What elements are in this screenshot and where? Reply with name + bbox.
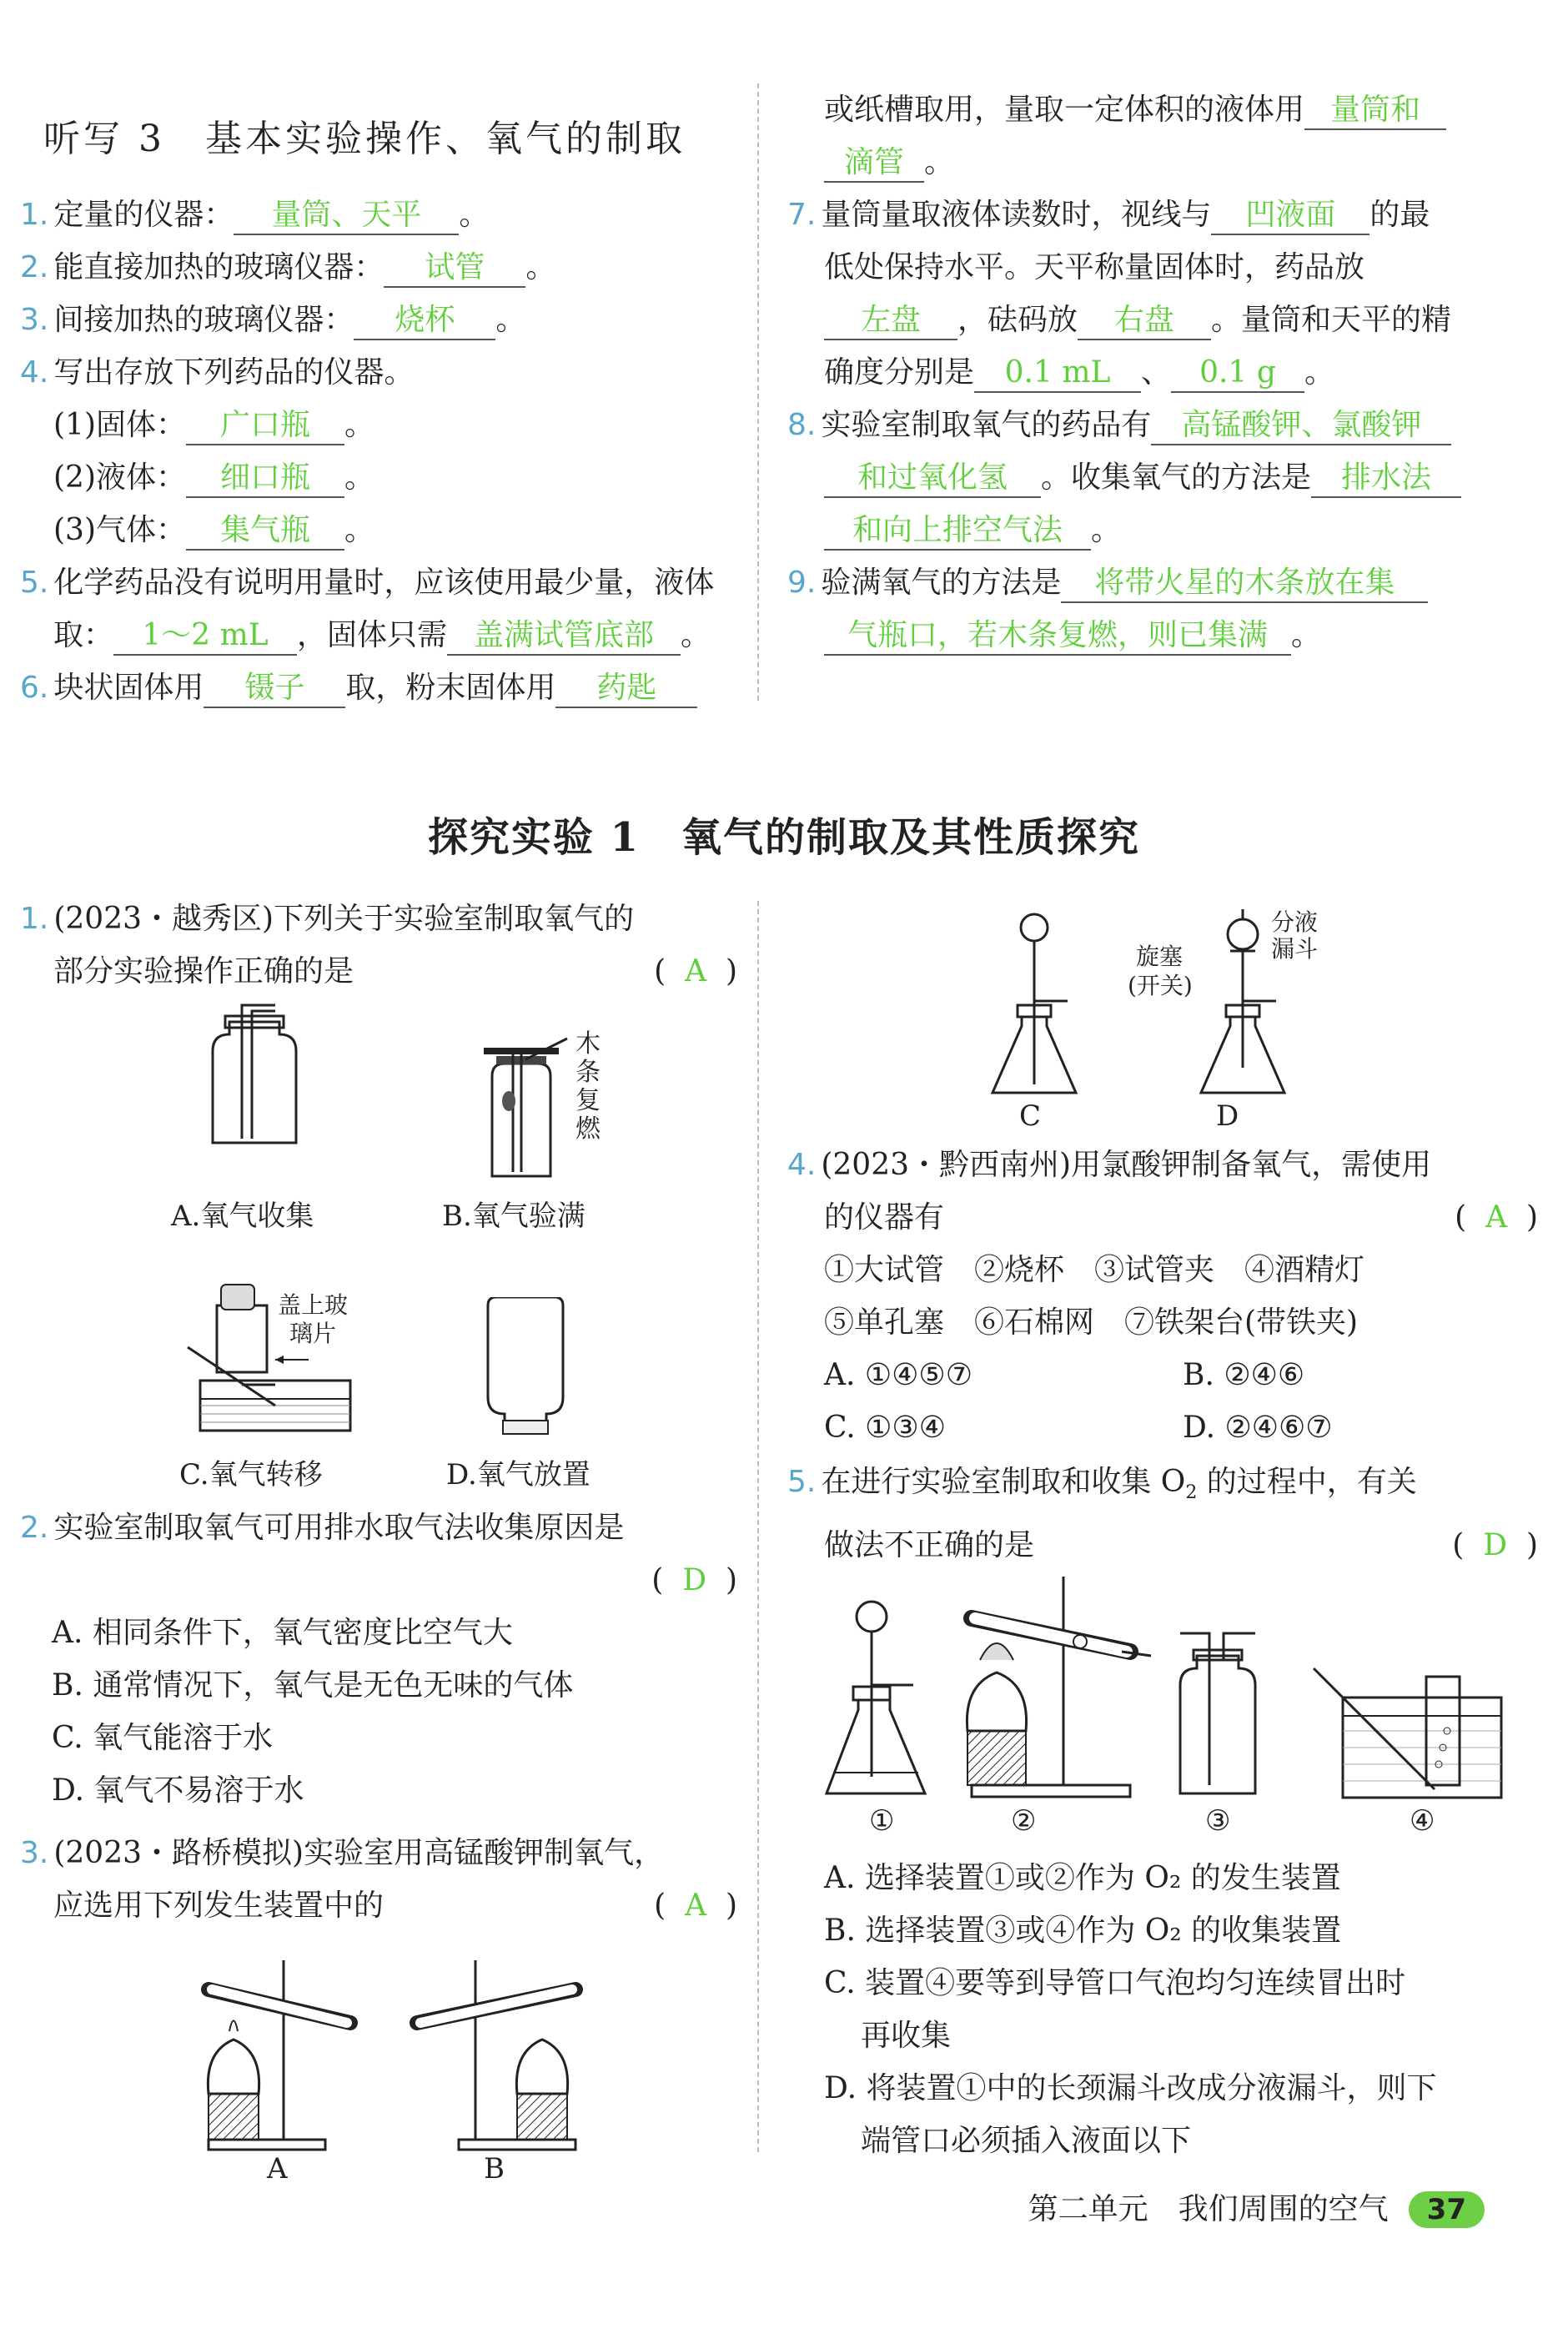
q3-figure-a <box>192 1944 375 2152</box>
q3-label-stopcock: 旋塞 <box>1136 943 1184 970</box>
dictation-right-column <box>787 83 1538 661</box>
q1-caption-a: A.氧气收集 <box>171 1200 314 1233</box>
page-footer <box>1028 2186 1485 2228</box>
q4-items-2: ⑤单孔塞 ⑥石棉网 ⑦铁架台(带铁夹) <box>824 1305 1359 1340</box>
q1-label-c: 盖上玻璃片 <box>277 1291 348 1347</box>
q1-caption-d: D.氧气放置 <box>446 1458 591 1491</box>
q1-caption-b: B.氧气验满 <box>442 1200 585 1233</box>
q3-answer-bracket: ( A ) <box>654 1889 737 1923</box>
dictation-item-8b: 和过氧化氢 。收集氧气的方法是 排水法 <box>787 451 1538 504</box>
q5-option-c-cont: 再收集 <box>861 2019 952 2053</box>
dictation-item-8: 8. 实验室制取氧气的药品有 高锰酸钾、氯酸钾 <box>787 399 1538 451</box>
dictation-item-6-cont: 或纸槽取用，量取一定体积的液体用 量筒和 <box>787 83 1538 136</box>
dictation-left-column <box>20 189 737 714</box>
q5-caption-1: ① <box>869 1804 895 1838</box>
q5-caption-4: ④ <box>1410 1804 1435 1838</box>
q3-caption-c: C <box>1019 1099 1042 1133</box>
footer-unit: 第二单元 我们周围的空气 <box>1028 2192 1389 2226</box>
q1-figure-b <box>467 1034 575 1185</box>
dictation-item-5b: 取： 1～2 mL ，固体只需 盖满试管底部 。 <box>20 609 737 661</box>
q2-option-c: C. 氧气能溶于水 <box>52 1721 274 1755</box>
q4-option-d: D. ②④⑥⑦ <box>1183 1411 1333 1445</box>
question-2: 2. 实验室制取氧气可用排水取气法收集原因是 ( D ) A. 相同条件下，氧气密度比空气大 B. 通常情况下，氧气是无色无味的气体 C. 氧气能溶于水 D. 氧气不易溶于水 <box>20 1501 737 1817</box>
q5-caption-2: ② <box>1011 1804 1037 1838</box>
dictation-item-6-cont2: 滴管 。 <box>787 136 1538 189</box>
q1-answer-bracket: ( A ) <box>654 954 737 988</box>
q2-option-b: B. 通常情况下，氧气是无色无味的气体 <box>52 1668 574 1703</box>
questions-divider <box>757 901 759 2152</box>
q3-figure-c <box>984 909 1084 1101</box>
dictation-title: 听写 3 基本实验操作、氧气的制取 <box>43 118 686 160</box>
dictation-item-7c: 左盘 ，砝码放 右盘 。量筒和天平的精 <box>787 294 1538 346</box>
q5-answer-bracket: ( D ) <box>1452 1528 1538 1563</box>
q4-option-b: B. ②④⑥ <box>1183 1358 1305 1392</box>
dictation-item-7: 7. 量筒量取液体读数时，视线与 凹液面 的最 <box>787 189 1538 241</box>
q3-label-switch: (开关) <box>1128 972 1193 999</box>
q5-figure-4 <box>1309 1664 1510 1806</box>
q3-caption-b: B <box>484 2152 505 2186</box>
q3-caption-d: D <box>1216 1099 1239 1133</box>
q5-option-b: B. 选择装置③或④作为 O₂ 的收集装置 <box>824 1914 1342 1948</box>
q2-option-d: D. 氧气不易溶于水 <box>52 1773 304 1808</box>
q3-figure-b <box>409 1944 609 2152</box>
dictation-item-3: 3. 间接加热的玻璃仪器： 烧杯 。 <box>20 294 737 346</box>
question-3: 3. (2023・路桥模拟)实验室用高锰酸钾制氧气， 应选用下列发生装置中的 ( A ) <box>20 1827 737 1932</box>
question-5-options <box>824 1852 1558 2167</box>
q5-figure-3 <box>1172 1627 1264 1802</box>
q5-option-d: D. 将装置①中的长颈漏斗改成分液漏斗，则下 <box>824 2071 1437 2105</box>
q5-caption-3: ③ <box>1205 1804 1231 1838</box>
dictation-divider <box>757 83 759 701</box>
q5-figure-1 <box>822 1593 930 1802</box>
dictation-item-5: 5. 化学药品没有说明用量时，应该使用最少量，液体 <box>20 566 715 600</box>
q1-caption-c: C.氧气转移 <box>179 1458 323 1491</box>
q5-option-a: A. 选择装置①或②作为 O₂ 的发生装置 <box>824 1861 1341 1895</box>
dictation-item-7b: 低处保持水平。天平称量固体时，药品放 <box>824 250 1365 284</box>
dictation-item-6: 6. 块状固体用 镊子 取，粉末固体用 药匙 <box>20 661 737 714</box>
dictation-item-9b: 气瓶口，若木条复燃，则已集满 。 <box>787 609 1538 661</box>
q4-items-1: ①大试管 ②烧杯 ③试管夹 ④酒精灯 <box>824 1253 1365 1287</box>
q1-label-b: 木条复燃 <box>575 1029 601 1144</box>
section-title: 探究实验 1 氧气的制取及其性质探究 <box>427 814 1141 861</box>
q5-figure-2 <box>955 1568 1155 1802</box>
page-number: 37 <box>1409 2191 1485 2228</box>
q4-answer-bracket: ( A ) <box>1455 1200 1538 1235</box>
dictation-item-4-2: (2)液体： 细口瓶 。 <box>20 451 737 504</box>
dictation-item-4-1: (1)固体： 广口瓶 。 <box>20 399 737 451</box>
q5-option-c: C. 装置④要等到导管口气泡均匀连续冒出时 <box>824 1966 1406 2000</box>
dictation-item-9: 9. 验满氧气的方法是 将带火星的木条放在集 <box>787 556 1538 609</box>
question-1: 1. (2023・越秀区)下列关于实验室制取氧气的 部分实验操作正确的是 ( A ) <box>20 893 737 998</box>
question-4: 4. (2023・黔西南州)用氯酸钾制备氧气，需使用 的仪器有 ( A ) ①大试管 ②烧杯 ③试管夹 ④酒精灯 ⑤单孔塞 ⑥石棉网 ⑦铁架台(带铁夹) A. ①④⑤⑦ B. ②④⑥ C. ①③④ D. ②④⑥⑦ <box>787 1139 1538 1454</box>
q1-figure-a <box>192 1001 317 1151</box>
dictation-item-7d: 确度分别是 0.1 mL 、 0.1 g 。 <box>787 346 1538 399</box>
question-5: 5. 在进行实验室制取和收集 $O_2$ 的过程中，有关 做法不正确的是 ( D ) <box>787 1456 1538 1572</box>
q3-label-funnel: 分液漏斗 <box>1271 908 1319 963</box>
q1-figure-d <box>480 1297 571 1439</box>
q4-option-a: A. ①④⑤⑦ <box>824 1358 972 1392</box>
dictation-item-4: 4. 写出存放下列药品的仪器。 <box>20 355 415 390</box>
q2-option-a: A. 相同条件下，氧气密度比空气大 <box>52 1616 513 1650</box>
q2-answer-bracket: ( D ) <box>651 1563 737 1597</box>
dictation-item-1: 1. 定量的仪器： 量筒、天平 。 <box>20 189 737 241</box>
dictation-item-4-3: (3)气体： 集气瓶 。 <box>20 504 737 556</box>
q4-option-c: C. ①③④ <box>824 1411 946 1445</box>
dictation-item-8c: 和向上排空气法 。 <box>787 504 1538 556</box>
q3-caption-a: A <box>267 2152 288 2186</box>
q5-option-d-cont: 端管口必须插入液面以下 <box>861 2124 1192 2158</box>
dictation-item-2: 2. 能直接加热的玻璃仪器： 试管 。 <box>20 241 737 294</box>
